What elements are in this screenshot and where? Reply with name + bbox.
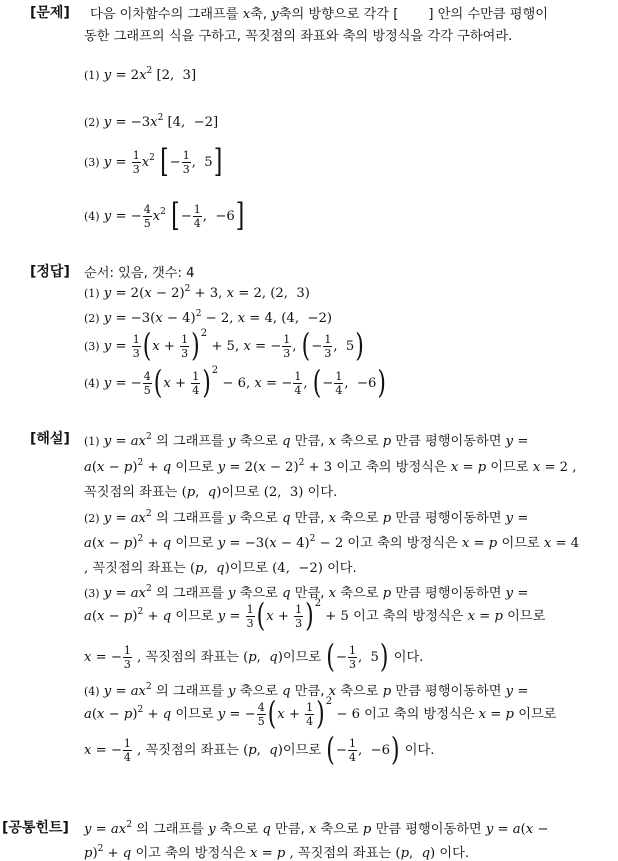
answer-item-4: (4) y = − $\frac{4}{5}$ (x + $\frac{1}{4}$ )$^2$ − 6, x = − $\frac{1}{4}$ , (− $\frac{1}{4}$ , −6) <box>84 365 386 402</box>
answer-item-1: (1) $y = 2(x - 2)^2 + 3$, x = 2, (2, 3) <box>84 284 310 301</box>
explanation-item-1-line3: 꼭짓점의 좌표는 (p, q)이므로 (2, 3) 이다. <box>84 485 338 500</box>
problem-item-1: (1) $y = 2x^2$ [2, 3] <box>84 66 197 83</box>
answer-item-2: (2) $y = -3(x - 4)^2 - 2$, x = 4, (4, −2) <box>84 309 332 326</box>
explanation-item-1-line2: $a(x - p)^2 + q$ 이므로 $y = 2(x - 2)^2 + 3$ 이고 축의 방정식은 x = p 이므로 x = 2 , <box>84 458 577 475</box>
explanation-item-3-line2: $a(x - p)^2 + q$ 이므로 y = $\frac{1}{3}$ (x + $\frac{1}{3}$ )$^2$ + 5 이고 축의 방정식은 x = p 이므로 <box>84 598 546 635</box>
problem-item-2: (2) $y = -3x^2$ [4, −2] <box>84 113 219 130</box>
explanation-item-4-line1: (4) $y = ax^2$ 의 그래프를 y 축으로 q 만큼, x 축으로 p 만큼 평행이동하면 y = <box>84 682 529 699</box>
answer-meta: 순서: 있음, 갯수: 4 <box>84 266 195 281</box>
hint-line2: p)$^2$ + q 이고 축의 방정식은 x = p , 꼭짓점의 좌표는 (p, q) 이다. <box>84 844 470 861</box>
explanation-item-2-line3: , 꼭짓점의 좌표는 (p, q)이므로 (4, −2) 이다. <box>84 561 357 576</box>
explanation-item-2-line2: $a(x - p)^2 + q$ 이므로 $y = -3(x - 4)^2 - 2$ 이고 축의 방정식은 x = p 이므로 x = 4 <box>84 534 580 551</box>
problem-intro-line2: 동한 그래프의 식을 구하고, 꼭짓점의 좌표와 축의 방정식을 각각 구하여라. <box>84 29 513 44</box>
hint-label: [공통힌트] <box>2 820 69 836</box>
explanation-item-1-line1: (1) $y = ax^2$ 의 그래프를 y 축으로 q 만큼, x 축으로 p 만큼 평행이동하면 y = <box>84 432 529 449</box>
problem-item-4: (4) y = − $\frac{4}{5}$ $x^2$ [− $\frac{1}{4}$ , −6] <box>84 198 245 235</box>
explanation-item-4-line2: $a(x - p)^2 + q$ 이므로 y = − $\frac{4}{5}$ (x + $\frac{1}{4}$ )$^2$ − 6 이고 축의 방정식은 x = p 이므로 <box>84 696 557 733</box>
explanation-item-3-line3: x = − $\frac{1}{3}$ , 꼭짓점의 좌표는 (p, q)이므로 (− $\frac{1}{3}$ , 5) 이다. <box>84 639 424 676</box>
explanation-item-4-line3: x = − $\frac{1}{4}$ , 꼭짓점의 좌표는 (p, q)이므로 (− $\frac{1}{4}$ , −6) 이다. <box>84 732 435 769</box>
problem-item-3: (3) y = $\frac{1}{3}$ $x^2$ [− $\frac{1}{3}$ , 5] <box>84 144 223 181</box>
problem-intro-line1: 다음 이차함수의 그래프를 x축, y축의 방향으로 각각 [ ] 안의 수만큼 평행이 <box>90 7 549 22</box>
explanation-item-2-line1: (2) $y = ax^2$ 의 그래프를 y 축으로 q 만큼, x 축으로 p 만큼 평행이동하면 y = <box>84 509 529 526</box>
hint-line1: $y = ax^2$ 의 그래프를 y 축으로 q 만큼, x 축으로 p 만큼 평행이동하면 y = a(x − <box>84 820 549 837</box>
answer-item-3: (3) y = $\frac{1}{3}$ (x + $\frac{1}{3}$ )$^2$ + 5, x = − $\frac{1}{3}$ , (− $\frac{1}{3}$ , 5) <box>84 328 364 365</box>
explanation-item-3-line1: (3) $y = ax^2$ 의 그래프를 y 축으로 q 만큼, x 축으로 p 만큼 평행이동하면 y = <box>84 584 529 601</box>
answer-label: [정답] <box>30 264 70 280</box>
explanation-label: [해설] <box>30 431 70 447</box>
problem-label: [문제] <box>30 5 70 21</box>
